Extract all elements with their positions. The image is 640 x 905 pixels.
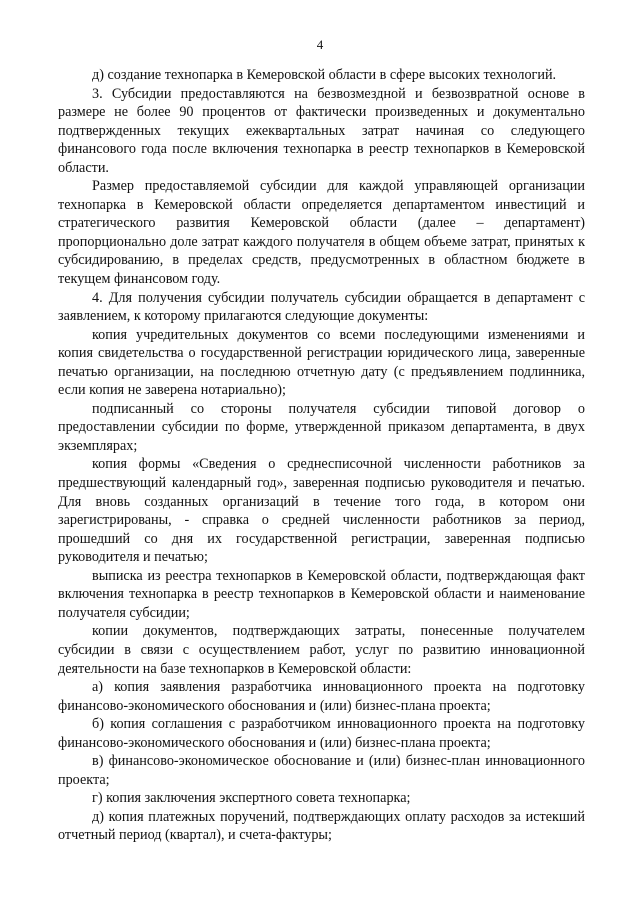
paragraph-expense-documents: копии документов, подтверждающих затраты, понесенные получателем субсидии в связи с осуществлением работ, услуг по развитию инновационной деятельности на базе технопарков в Кемеровской области: [58, 623, 585, 677]
page-number: 4 [316, 37, 324, 52]
paragraph-item-v: в) финансово-экономическое обоснование и (или) бизнес-план инновационного проекта; [58, 753, 585, 788]
paragraph-employee-info: копия формы «Сведения о среднесписочной численности работников за предшествующий календарный год», заверенная подписью руководителя и печатью. Для вновь созданных организаций в течение того года, в котором они зарегистрированы, - справка о средней численности работников за период, прошедший со дня их государственной регистрации, заверенная подписью руководителя и печатью; [58, 456, 585, 566]
document-body [58, 66, 585, 845]
paragraph-3-subsidy-terms: 3. Субсидии предоставляются на безвозмездной и безвозвратной основе в размере не более 90 процентов от фактически произведенных и документально подтвержденных текущих ежеквартальных затрат начиная со следующего финансового года после включения технопарка в реестр технопарков в Кемеровской области. [58, 85, 585, 176]
paragraph-founding-documents: копия учредительных документов со всеми последующими изменениями и копия свидетельства о государственной регистрации юридического лица, заверенные печатью организации, на последнюю отчетную дату (с предъявлением подлинника, если копия не заверена нотариально); [58, 326, 585, 399]
paragraph-registry-extract: выписка из реестра технопарков в Кемеровской области, подтверждающая факт включения технопарка в реестр технопарков в Кемеровской области и наименование получателя субсидии; [58, 567, 585, 621]
paragraph-item-a: а) копия заявления разработчика инновационного проекта на подготовку финансово-экономического обоснования и (или) бизнес-плана проекта; [58, 679, 585, 714]
paragraph-item-g: г) копия заключения экспертного совета технопарка; [92, 790, 411, 807]
paragraph-item-b: б) копия соглашения с разработчиком инновационного проекта на подготовку финансово-экономического обоснования и (или) бизнес-плана проекта; [58, 716, 585, 751]
paragraph-item-d-technopark: д) создание технопарка в Кемеровской области в сфере высоких технологий. [92, 67, 557, 83]
paragraph-subsidy-size: Размер предоставляемой субсидии для каждой управляющей организации технопарка в Кемеровской области определяется департаментом инвестиций и стратегического развития Кемеровской области (далее – департамент) пропорционально доле затрат каждого получателя в общем объеме затрат, принятых к субсидированию, в пределах средств, предусмотренных в областном бюджете в текущем финансовом году. [58, 178, 585, 288]
paragraph-4-application: 4. Для получения субсидии получатель субсидии обращается в департамент с заявлением, к которому прилагаются следующие документы: [58, 289, 585, 325]
paragraph-item-d-payments: д) копия платежных поручений, подтверждающих оплату расходов за истекший отчетный период (квартал), и счета-фактуры; [58, 808, 585, 844]
paragraph-contract: подписанный со стороны получателя субсидии типовой договор о предоставлении субсидии по форме, утвержденной приказом департамента, в двух экземплярах; [58, 400, 585, 454]
